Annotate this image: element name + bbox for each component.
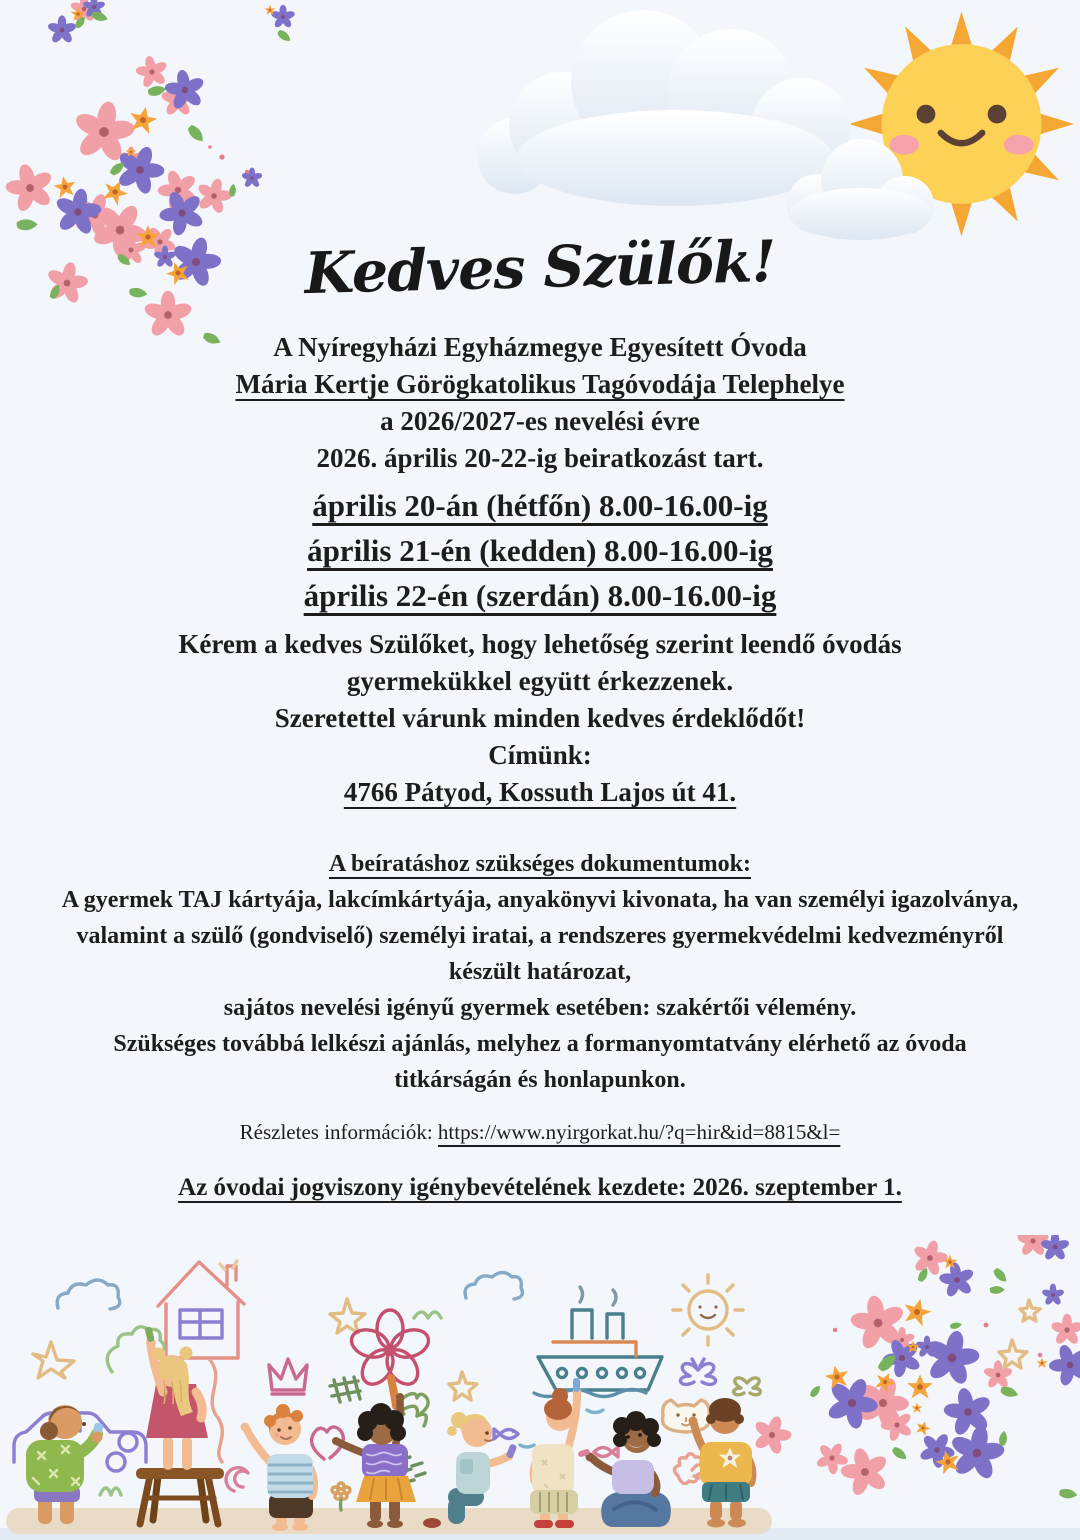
documents-heading: A beíratáshoz szükséges dokumentumok: [328, 851, 752, 877]
start-date-line: Az óvodai jogviszony igénybevételének kezdete: 2026. szeptember 1. [178, 1174, 902, 1201]
info-label: Részletes információk: [239, 1120, 433, 1144]
referral-line: Szükséges továbbá lelkészi ajánlás, melyhez a formanyomtatvány elérhető az óvoda titkárságán és honlapunkon. [113, 1031, 967, 1093]
page-title: Kedves Szülők! [303, 228, 777, 308]
address-line: 4766 Pátyod, Kossuth Lajos út 41. [343, 777, 737, 807]
footer-block [0, 1174, 1080, 1202]
schedule-day-2: április 21-én (kedden) 8.00-16.00-ig [307, 533, 773, 568]
address-label: Címünk: [488, 740, 592, 770]
sni-line: sajátos nevelési igényű gyermek esetében: szakértői vélemény. [223, 995, 857, 1021]
request-line: Kérem a kedves Szülőket, hogy lehetőség szerint leendő óvodás gyermekükkel együtt érkezzenek. [178, 629, 902, 696]
info-url-link[interactable]: https://www.nyirgorkat.hu/?q=hir&id=8815&l= [437, 1120, 841, 1144]
documents-block [0, 846, 1080, 1098]
info-block [0, 1120, 1080, 1145]
welcome-line: Szeretettel várunk minden kedves érdeklődőt! [274, 703, 806, 733]
org-name-line: A Nyíregyházi Egyházmegye Egyesített Óvoda [273, 332, 807, 362]
schedule-day-1: április 20-án (hétfőn) 8.00-16.00-ig [312, 488, 768, 523]
documents-list: A gyermek TAJ kártyája, lakcímkártyája, anyakönyvi kivonata, ha van személyi igazolványa, valamint a szülő (gondviselő) személyi iratai, a rendszeres gyermekvédelmi kedvezményről készült határozat, [61, 887, 1019, 985]
intro-block [0, 329, 1080, 477]
message-block [0, 626, 1080, 811]
school-year-line: a 2026/2027-es nevelési évre [380, 406, 700, 436]
schedule-block [0, 483, 1080, 618]
site-name-line: Mária Kertje Görögkatolikus Tagóvodája Telephelye [235, 369, 845, 399]
schedule-day-3: április 22-én (szerdán) 8.00-16.00-ig [303, 578, 777, 613]
enrollment-period-line: 2026. április 20-22-ig beiratkozást tart. [316, 443, 764, 473]
